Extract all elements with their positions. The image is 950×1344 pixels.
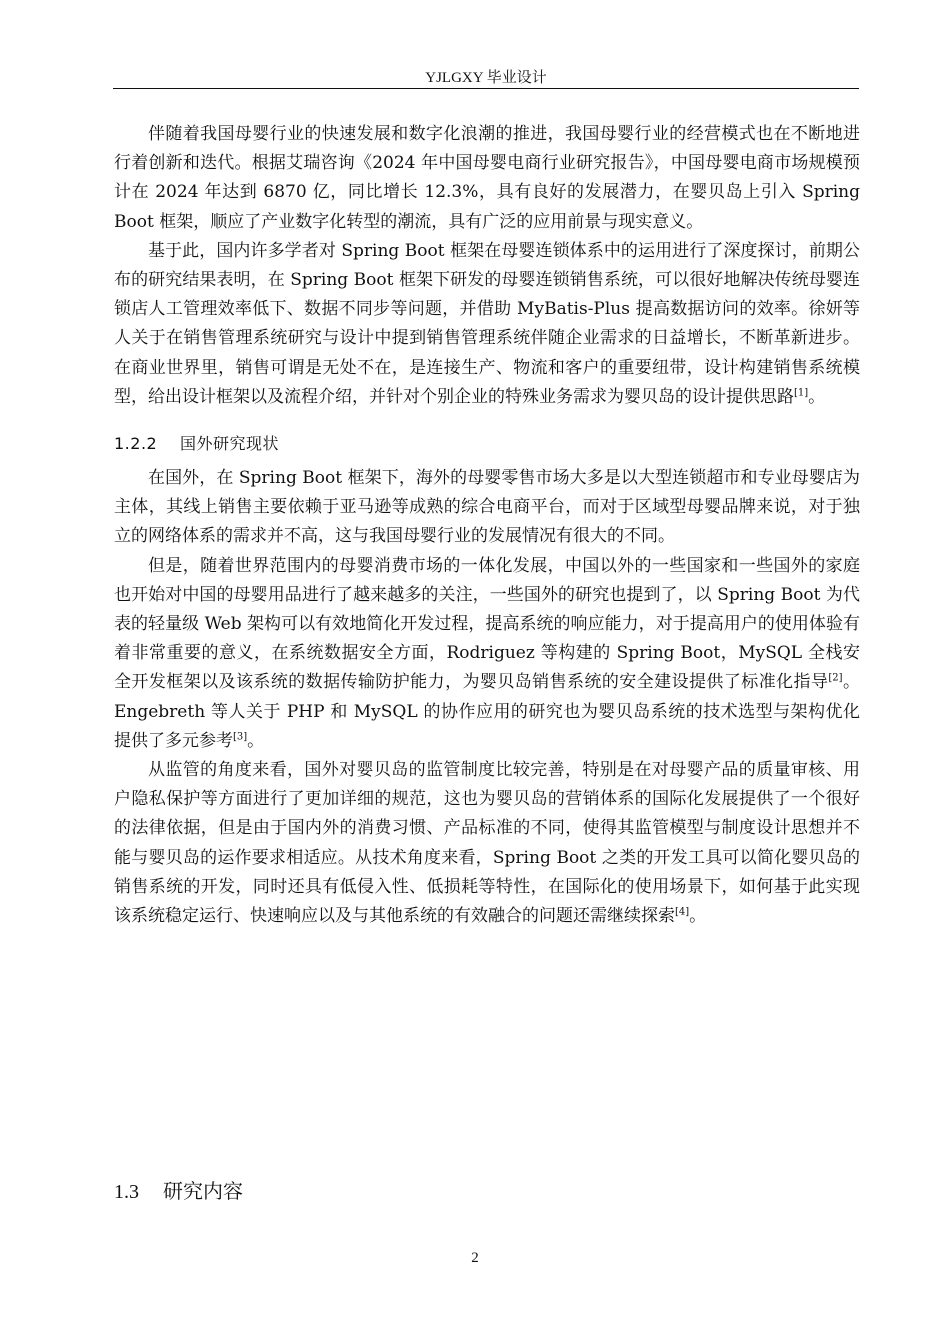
paragraph-tail: 。	[689, 906, 707, 927]
page-header: YJLGXY 毕业设计	[425, 70, 547, 86]
body-text	[114, 120, 860, 931]
paragraph-tail: 。	[247, 730, 265, 751]
paragraph-text: 在国外，在 Spring Boot 框架下，海外的母婴零售市场大多是以大型连锁超市和专业母婴店为主体，其线上销售主要依赖于亚马逊等成熟的综合电商平台，而对于区域型母婴品牌来说，对于独立的网络体系的需求并不高，这与我国母婴行业的发展情况有很大的不同。	[114, 468, 860, 547]
paragraph-text: 从监管的角度来看，国外对婴贝岛的监管制度比较完善，特别是在对母婴产品的质量审核、用户隐私保护等方面进行了更加详细的规范，这也为婴贝岛的营销体系的国际化发展提供了一个很好的法律依据，但是由于国内外的消费习惯、产品标准的不同，使得其监管模型与制度设计思想并不能与婴贝岛的运作要求相适应。从技术角度来看，Spring Boot 之类的开发工具可以简化婴贝岛的销售系统的开发，同时还具有低侵入性、低损耗等特性，在国际化的使用场景下，如何基于此实现该系统稳定运行、快速响应以及与其他系统的有效融合的问题还需继续探索	[114, 760, 860, 927]
paragraph-regulation	[114, 756, 860, 931]
citation-ref: [4]	[675, 906, 690, 918]
paragraph-overseas-research	[114, 552, 860, 756]
citation-ref: [2]	[828, 672, 843, 684]
citation-ref: [1]	[794, 387, 809, 399]
page-number: 2	[471, 1250, 479, 1266]
paragraph-tail: 。	[808, 386, 826, 407]
section-number: 1.2.2	[114, 434, 158, 454]
paragraph-text: 伴随着我国母婴行业的快速发展和数字化浪潮的推进，我国母婴行业的经营模式也在不断地进行着创新和迭代。根据艾瑞咨询《2024 年中国母婴电商行业研究报告》，中国母婴电商市场规模预计在 2024 年达到 6870 亿，同比增长 12.3%，具有良好的发展潜力，在婴贝岛上引入 Spring Boot 框架，顺应了产业数字化转型的潮流，具有广泛的应用前景与现实意义。	[114, 124, 860, 232]
section-heading-1-3	[114, 1176, 243, 1207]
section-title: 研究内容	[163, 1179, 243, 1203]
paragraph-text-continued: 。Engebreth 等人关于 PHP 和 MySQL 的协作应用的研究也为婴贝岛系统的技术选型与架构优化提供了多元参考	[114, 672, 861, 751]
section-title: 国外研究现状	[180, 434, 280, 454]
citation-ref: [3]	[233, 731, 248, 743]
paragraph-text: 基于此，国内许多学者对 Spring Boot 框架在母婴连锁体系中的运用进行了深度探讨，前期公布的研究结果表明，在 Spring Boot 框架下研发的母婴连锁销售系统，可以很好地解决传统母婴连锁店人工管理效率低下、数据不同步等问题，并借助 MyBatis-Plus 提高数据访问的效率。徐妍等人关于在销售管理系统研究与设计中提到销售管理系统伴随企业需求的日益增长，不断革新进步。在商业世界里，销售可谓是无处不在，是连接生产、物流和客户的重要纽带，设计构建销售系统模型，给出设计框架以及流程介绍，并针对个别企业的特殊业务需求为婴贝岛的设计提供思路	[114, 240, 860, 407]
paragraph-overseas-market	[114, 464, 860, 552]
section-number: 1.3	[114, 1181, 139, 1203]
section-heading-1-2-2	[114, 432, 860, 456]
paragraph-domestic-research	[114, 237, 860, 412]
paragraph-text: 但是，随着世界范围内的母婴消费市场的一体化发展，中国以外的一些国家和一些国外的家庭也开始对中国的母婴用品进行了越来越多的关注，一些国外的研究也提到了，以 Spring Boot 为代表的轻量级 Web 架构可以有效地简化开发过程，提高系统的响应能力，对于提高用户的使用体验有着非常重要的意义，在系统数据安全方面，Rodriguez 等构建的 Spring Boot，MySQL 全栈安全开发框架以及该系统的数据传输防护能力，为婴贝岛销售系统的安全建设提供了标准化指导	[114, 555, 860, 693]
paragraph-market-background	[114, 120, 860, 237]
header-rule	[113, 88, 859, 89]
